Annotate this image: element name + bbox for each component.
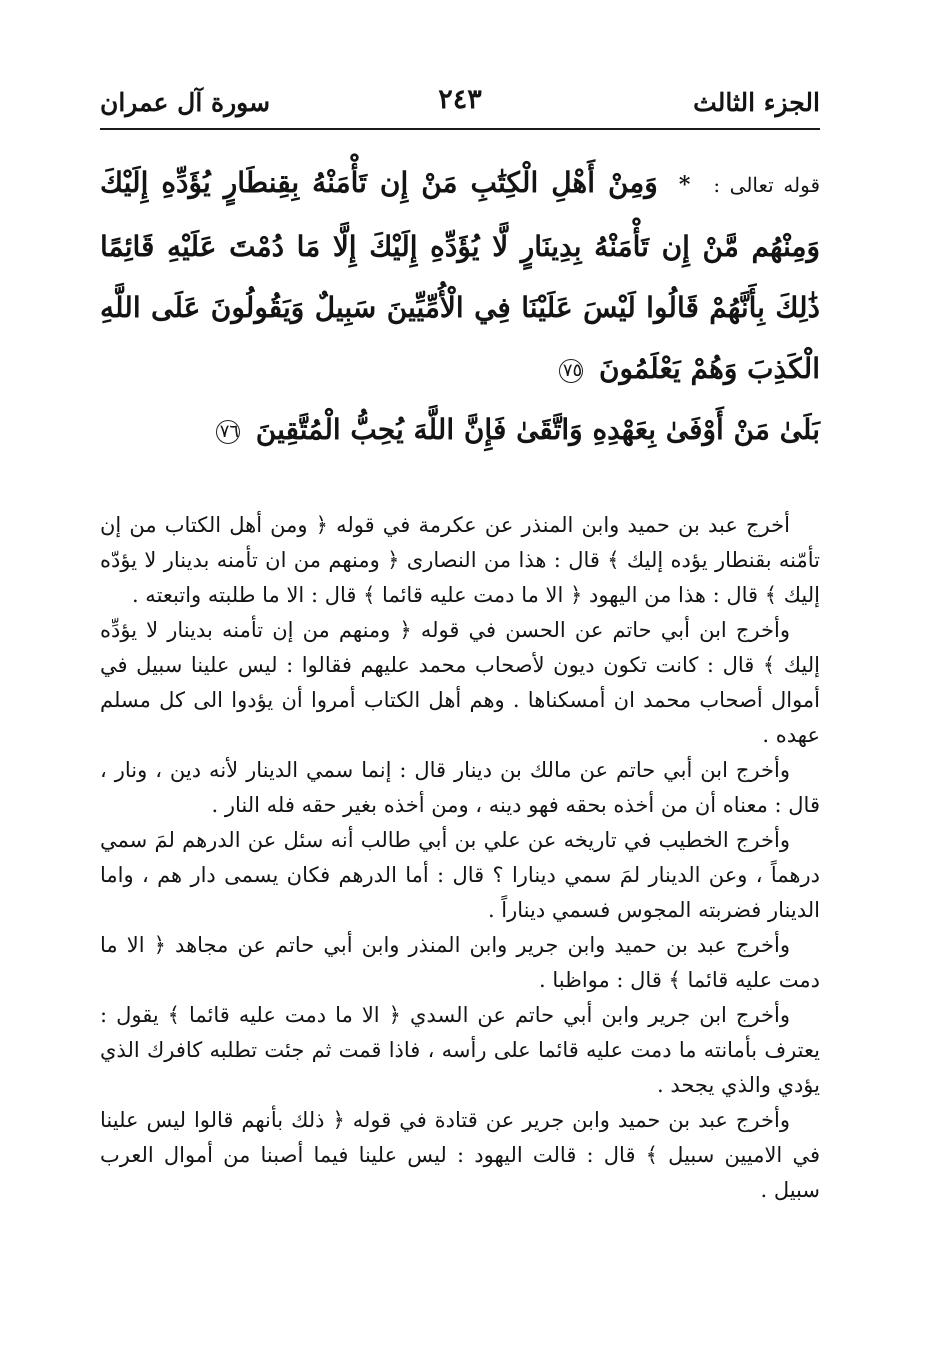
commentary-paragraph: وأخرج ابن أبي حاتم عن مالك بن دينار قال : إنما سمي الدينار لأنه دين ، ونار ، قال : معناه أن من أخذه بحقه فهو دينه ، ومن أخذه بغير حقه فله النار .: [100, 758, 820, 817]
juz-label: الجزء الثالث: [693, 88, 820, 117]
commentary-paragraph: وأخرج ابن جرير وابن أبي حاتم عن السدي ﴿ الا ما دمت عليه قائما ﴾ يقول : يعترف بأمانته ما دمت عليه قائما على رأسه ، فاذا قمت ثم جئت تطلبه كافرك الذي يؤدي والذي يجحد .: [100, 1003, 820, 1097]
commentary-paragraph: وأخرج ابن أبي حاتم عن الحسن في قوله ﴿ ومنهم من إن تأمنه بدينار لا يؤدِّه إليك ﴾ قال : كانت تكون ديون لأصحاب محمد عليهم فقالوا : ليس علينا سبيل في أموال أصحاب محمد ان أمسكناها . وهم أهل الكتاب أمروا أن يؤدوا الى كل مسلم عهده .: [100, 618, 820, 747]
verse-76-text: بَلَىٰ مَنْ أَوْفَىٰ بِعَهْدِهِ وَاتَّقَىٰ فَإِنَّ اللَّهَ يُحِبُّ الْمُتَّقِينَ: [255, 413, 820, 446]
page-number: ٢٤٣: [438, 84, 482, 115]
quran-verses: [100, 152, 820, 460]
verse-intro: قوله تعالى :: [713, 173, 821, 197]
commentary-paragraph: أخرج عبد بن حميد وابن المنذر عن عكرمة في قوله ﴿ ومن أهل الكتاب من إن تأمّنه بقنطار يؤده إليك ﴾ قال : هذا من النصارى ﴿ ومنهم من ان تأمنه بدينار لا يؤدّه إليك ﴾ قال : هذا من اليهود ﴿ الا ما دمت عليه قائما ﴾ قال : الا ما طلبته واتبعته .: [100, 513, 820, 607]
star-mark: *: [678, 172, 691, 198]
commentary-body: [100, 508, 820, 1208]
commentary-paragraph: وأخرج عبد بن حميد وابن جرير وابن المنذر وابن أبي حاتم عن مجاهد ﴿ الا ما دمت عليه قائما ﴾ قال : مواظبا .: [100, 933, 820, 992]
ayah-number-75: ٧٥: [559, 359, 583, 383]
verse-75-text: وَمِنْ أَهْلِ الْكِتَٰبِ مَنْ إِن تَأْمَنْهُ بِقِنطَارٍ يُؤَدِّهِ إِلَيْكَ وَمِنْهُم مَّنْ إِن تَأْمَنْهُ بِدِينَارٍ لَّا يُؤَدِّهِ إِلَيْكَ إِلَّا مَا دُمْتَ عَلَيْهِ قَائِمًا ذَٰلِكَ بِأَنَّهُمْ قَالُوا لَيْسَ عَلَيْنَا فِي الْأُمِّيِّينَ سَبِيلٌ وَيَقُولُونَ عَلَى اللَّهِ الْكَذِبَ وَهُمْ يَعْلَمُونَ: [100, 166, 820, 385]
page-header: [100, 70, 820, 128]
surah-title: سورة آل عمران: [100, 88, 271, 117]
book-page: [100, 70, 820, 1208]
ayah-number-76: ٧٦: [216, 420, 240, 444]
commentary-paragraph: وأخرج الخطيب في تاريخه عن علي بن أبي طالب أنه سئل عن الدرهم لمَ سمي درهماً ، وعن الدينار لمَ سمي دينارا ؟ قال : أما الدرهم فكان يسمى دار هم ، واما الدينار فضربته المجوس فسمي ديناراً .: [100, 828, 820, 922]
commentary-paragraph: وأخرج عبد بن حميد وابن جرير عن قتادة في قوله ﴿ ذلك بأنهم قالوا ليس علينا في الاميين سبيل ﴾ قال : قالت اليهود : ليس علينا فيما أصبنا من أموال العرب سبيل .: [100, 1108, 820, 1202]
header-divider: [100, 128, 820, 130]
